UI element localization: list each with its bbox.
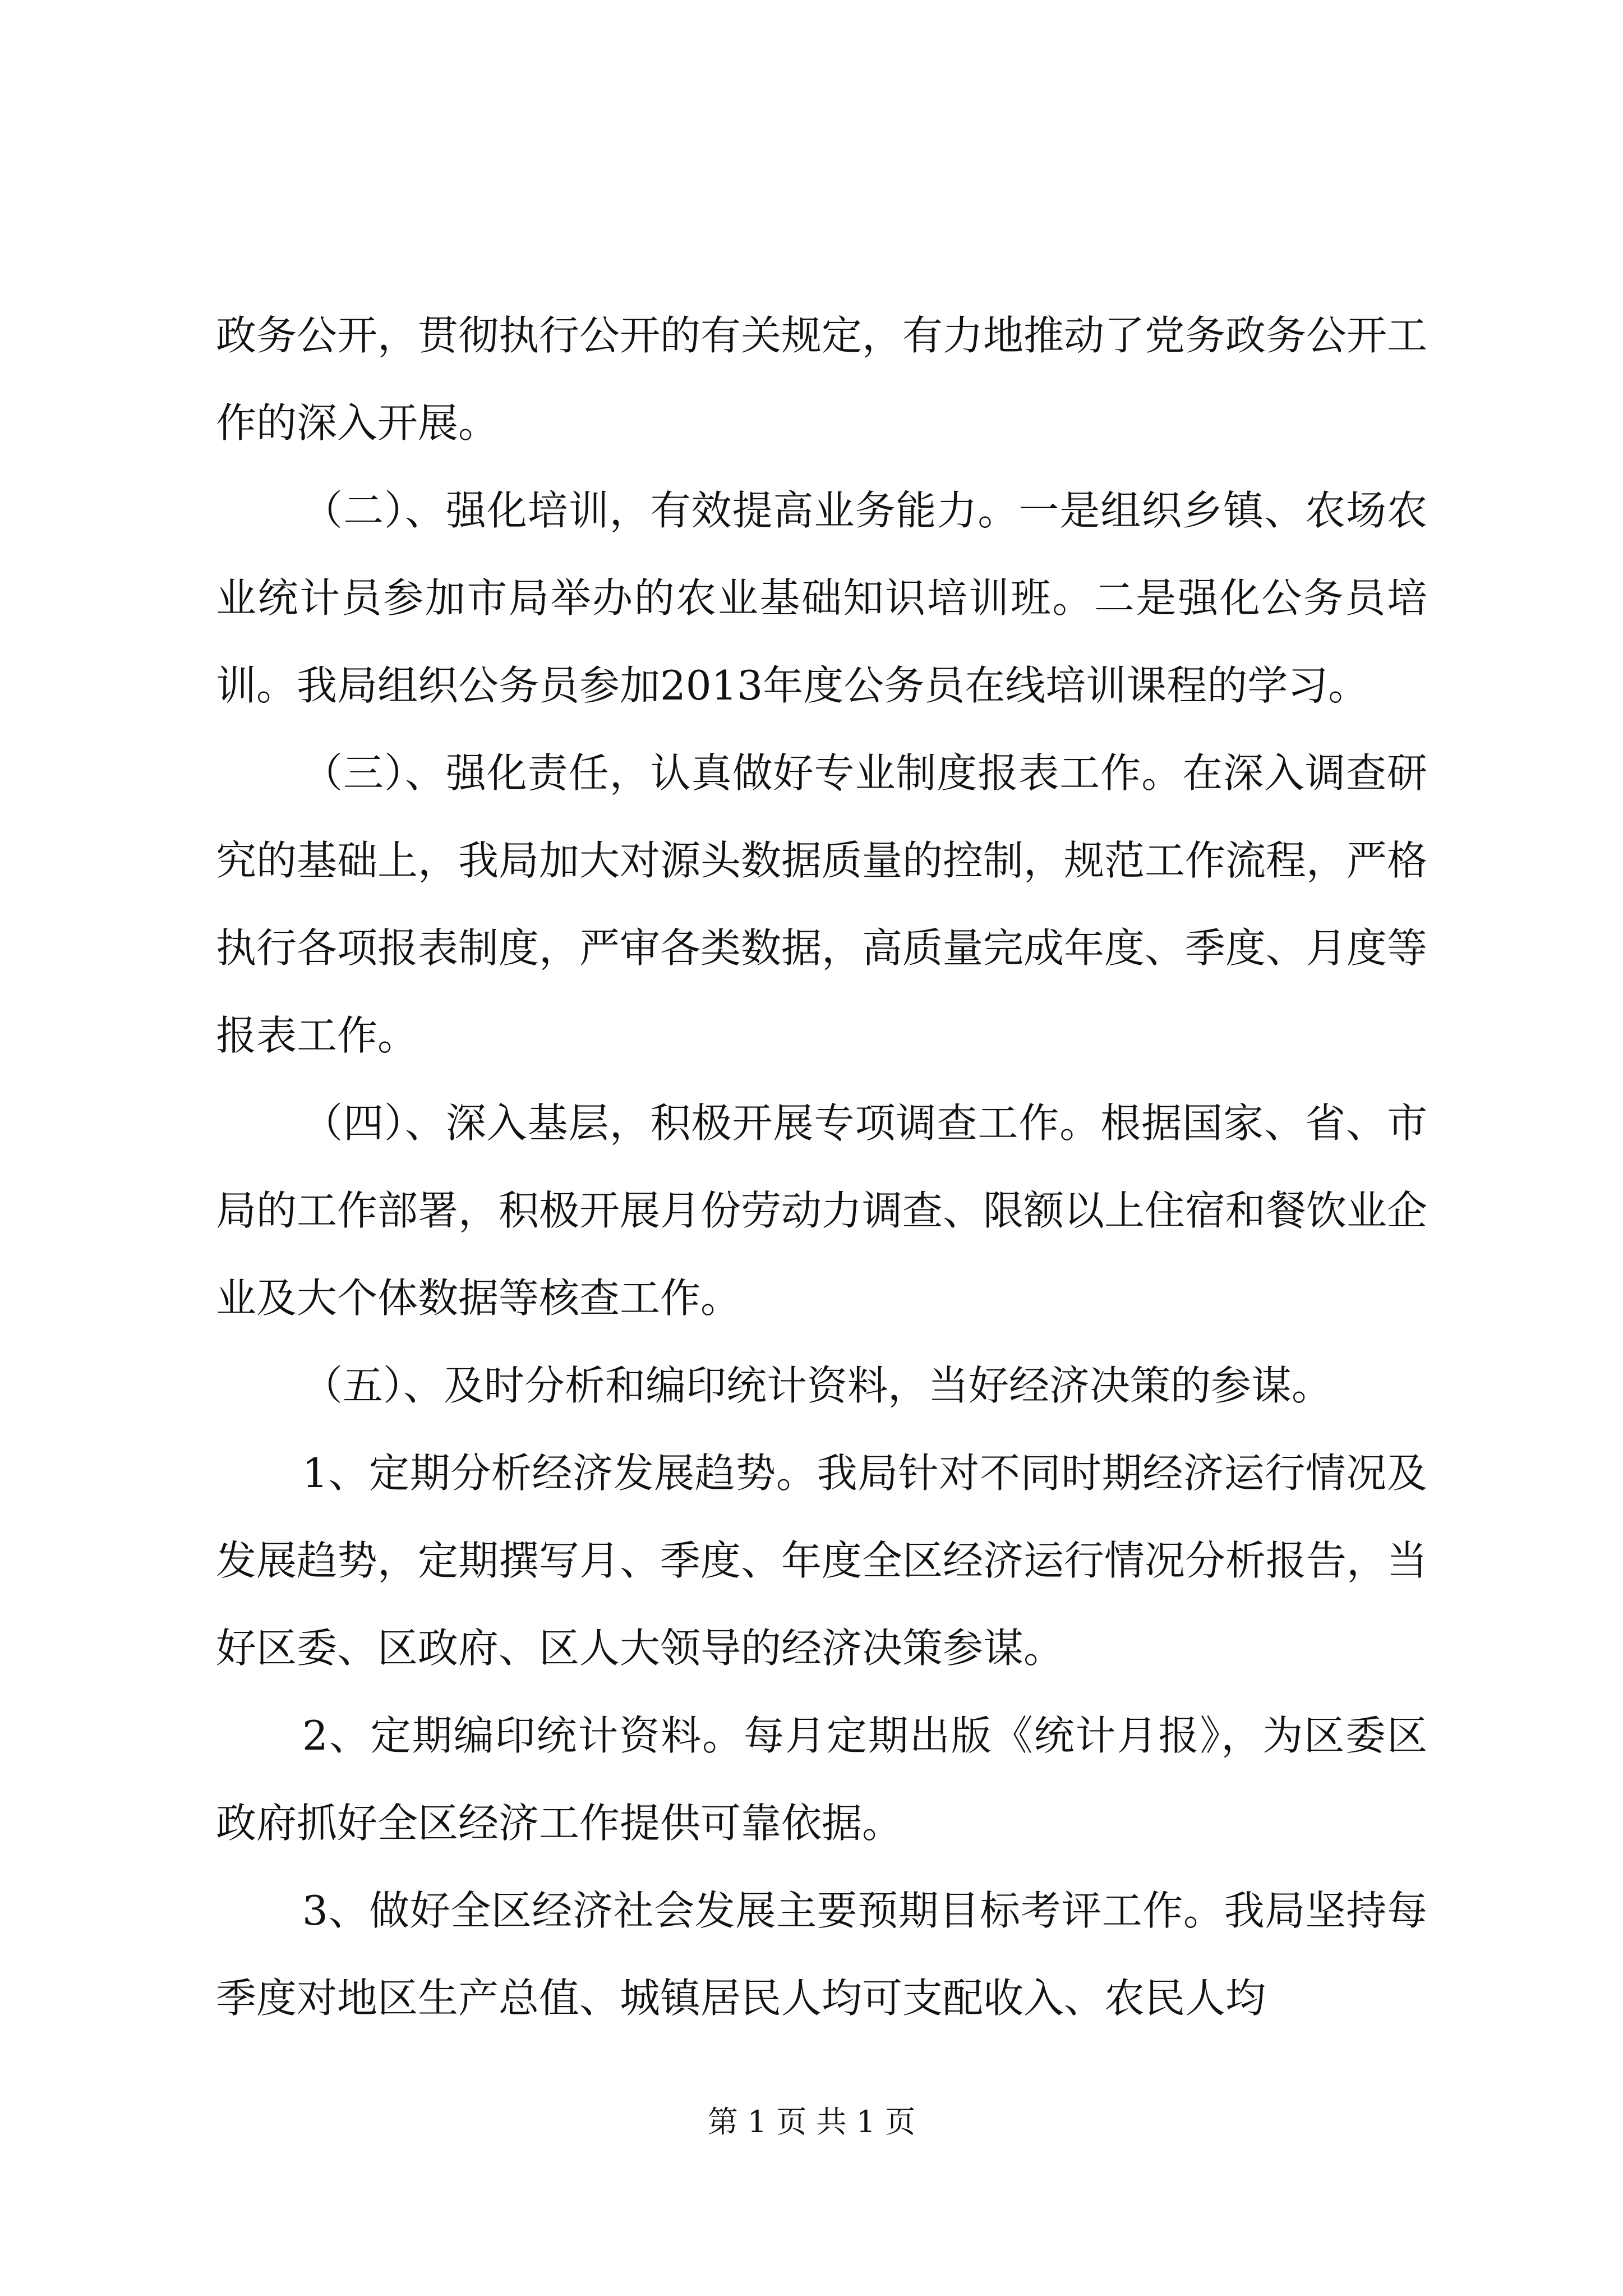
paragraph-item-1: 1、定期分析经济发展趋势。我局针对不同时期经济运行情况及发展趋势，定期撰写月、季度、年度全区经济运行情况分析报告，当好区委、区政府、区人大领导的经济决策参谋。 <box>216 1450 1428 1672</box>
page-footer: 第 1 页 共 1 页 <box>707 2104 916 2139</box>
paragraph-section-5: （五）、及时分析和编印统计资料，当好经济决策的参谋。 <box>302 1362 1332 1409</box>
paragraph-section-2: （二）、强化培训，有效提高业务能力。一是组织乡镇、农场农业统计员参加市局举办的农业基础知识培训班。二是强化公务员培训。我局组织公务员参加2013年度公务员在线培训课程的学习。 <box>216 487 1427 709</box>
paragraph-item-3: 3、做好全区经济社会发展主要预期目标考评工作。我局坚持每季度对地区生产总值、城镇居民人均可支配收入、农民人均 <box>216 1887 1427 2022</box>
paragraph-item-2: 2、定期编印统计资料。每月定期出版《统计月报》，为区委区政府抓好全区经济工作提供可靠依据。 <box>216 1712 1427 1847</box>
paragraph-section-4: （四）、深入基层，积极开展专项调查工作。根据国家、省、市局的工作部署，积极开展月份劳动力调查、限额以上住宿和餐饮业企业及大个体数据等核查工作。 <box>216 1099 1428 1322</box>
paragraph-section-3: （三）、强化责任，认真做好专业制度报表工作。在深入调查研究的基础上，我局加大对源头数据质量的控制，规范工作流程，严格执行各项报表制度，严审各类数据，高质量完成年度、季度、月度等报表工作。 <box>216 749 1428 1059</box>
paragraph-continuation: 政务公开，贯彻执行公开的有关规定，有力地推动了党务政务公开工作的深入开展。 <box>216 312 1428 447</box>
document-body <box>216 292 1427 2042</box>
